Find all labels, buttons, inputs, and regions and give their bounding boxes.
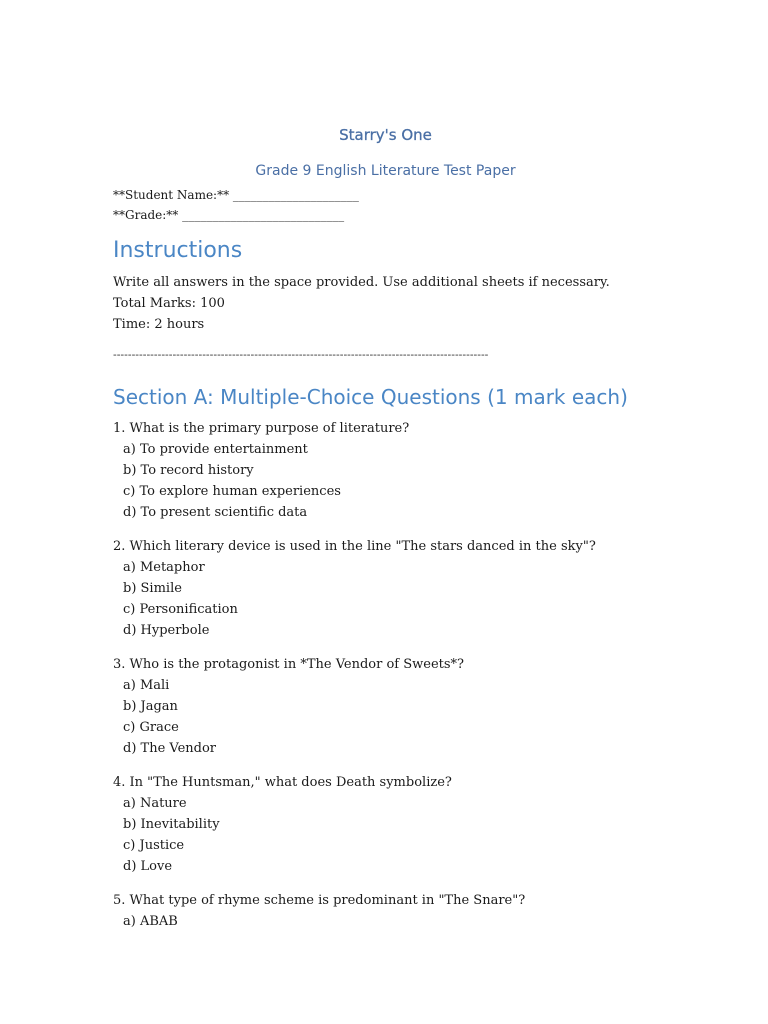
instruction-line: Total Marks: 100 <box>113 296 225 311</box>
answer-option: d) Love <box>123 859 173 874</box>
answer-option: b) Inevitability <box>123 817 220 832</box>
document-title: Starry's One <box>339 126 432 144</box>
answer-option: c) To explore human experiences <box>123 484 341 499</box>
answer-option: a) Nature <box>123 796 187 811</box>
question-3 <box>113 654 596 759</box>
question-4 <box>113 772 596 877</box>
answer-option: c) Justice <box>123 838 185 853</box>
question-text: 2. Which literary device is used in the line "The stars danced in the sky"? <box>113 539 596 554</box>
question-text: 5. What type of rhyme scheme is predominant in "The Snare"? <box>113 893 526 908</box>
question-list <box>113 418 596 945</box>
answer-option: b) Jagan <box>123 699 178 714</box>
student-fields <box>113 185 359 225</box>
instruction-line: Time: 2 hours <box>113 317 205 332</box>
divider-rule: ----------------------------------------------------------------------------------------------------- <box>113 348 489 361</box>
question-5 <box>113 890 596 932</box>
question-text: 3. Who is the protagonist in *The Vendor of Sweets*? <box>113 657 464 672</box>
answer-option: c) Personification <box>123 602 238 617</box>
answer-option: a) Mali <box>123 678 170 693</box>
answer-option: b) Simile <box>123 581 182 596</box>
question-text: 4. In "The Huntsman," what does Death symbolize? <box>113 775 452 790</box>
answer-option: b) To record history <box>123 463 254 478</box>
answer-option: a) ABAB <box>123 914 178 929</box>
student-name-field: **Student Name:** _____________________ <box>113 188 359 202</box>
instructions-body <box>113 272 610 335</box>
answer-option: d) Hyperbole <box>123 623 210 638</box>
answer-option: a) Metaphor <box>123 560 205 575</box>
instruction-line: Write all answers in the space provided. Use additional sheets if necessary. <box>113 275 610 290</box>
answer-option: d) The Vendor <box>123 741 217 756</box>
answer-option: c) Grace <box>123 720 179 735</box>
question-2 <box>113 536 596 641</box>
document-subtitle: Grade 9 English Literature Test Paper <box>255 163 516 179</box>
answer-option: d) To present scientific data <box>123 505 308 520</box>
question-1 <box>113 418 596 523</box>
section-a-heading: Section A: Multiple-Choice Questions (1 mark each) <box>113 385 628 409</box>
question-text: 1. What is the primary purpose of literature? <box>113 421 410 436</box>
grade-field: **Grade:** ___________________________ <box>113 208 345 222</box>
answer-option: a) To provide entertainment <box>123 442 308 457</box>
instructions-heading: Instructions <box>113 238 243 263</box>
